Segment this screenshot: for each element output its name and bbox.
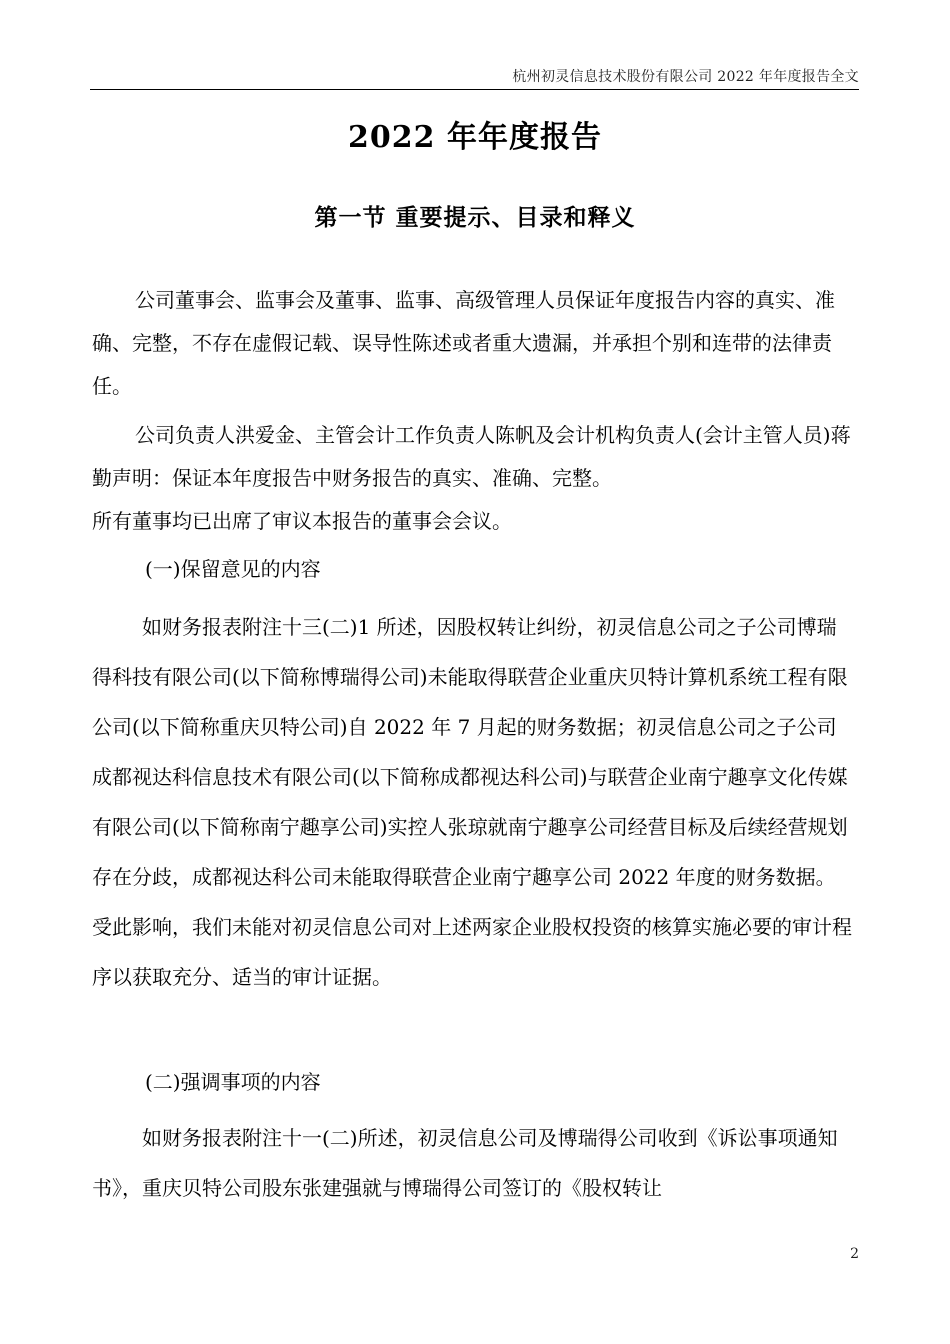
paragraph-financial-declaration: 公司负责人洪爱金、主管会计工作负责人陈帆及会计机构负责人(会计主管人员)蒋勤声明：保证本年度报告中财务报告的真实、准确、完整。: [92, 423, 851, 490]
running-header: 杭州初灵信息技术股份有限公司 2022 年年度报告全文: [512, 69, 859, 85]
heading-emphasis-matter: (二)强调事项的内容: [145, 1070, 321, 1094]
heading-qualified-opinion: (一)保留意见的内容: [145, 557, 321, 581]
page-number: 2: [850, 1246, 859, 1262]
paragraph-board-attendance: 所有董事均已出席了审议本报告的董事会会议。: [92, 509, 512, 533]
header-rule: [90, 89, 859, 90]
document-title: 2022 年年度报告: [348, 120, 602, 155]
paragraph-qualified-opinion: 如财务报表附注十三(二)1 所述，因股权转让纠纷，初灵信息公司之子公司博瑞得科技有限公司(以下简称博瑞得公司)未能取得联营企业重庆贝特计算机系统工程有限公司(以下简称重庆贝特公司)自 2022 年 7 月起的财务数据；初灵信息公司之子公司成都视达科信息技术有限公司(以下简称成都视达科公司)与联营企业南宁趣享文化传媒有限公司(以下简称南宁趣享公司)实控人张琼就南宁趣享公司经营目标及后续经营规划存在分歧，成都视达科公司未能取得联营企业南宁趣享公司 2022 年度的财务数据。受此影响，我们未能对初灵信息公司对上述两家企业股权投资的核算实施必要的审计程序以获取充分、适当的审计证据。: [92, 615, 852, 989]
section-title: 第一节 重要提示、目录和释义: [314, 204, 636, 231]
paragraph-responsibility-statement: 公司董事会、监事会及董事、监事、高级管理人员保证年度报告内容的真实、准确、完整，不存在虚假记载、误导性陈述或者重大遗漏，并承担个别和连带的法律责任。: [92, 288, 835, 398]
paragraph-emphasis-matter: 如财务报表附注十一(二)所述，初灵信息公司及博瑞得公司收到《诉讼事项通知书》，重庆贝特公司股东张建强就与博瑞得公司签订的《股权转让: [92, 1126, 838, 1200]
